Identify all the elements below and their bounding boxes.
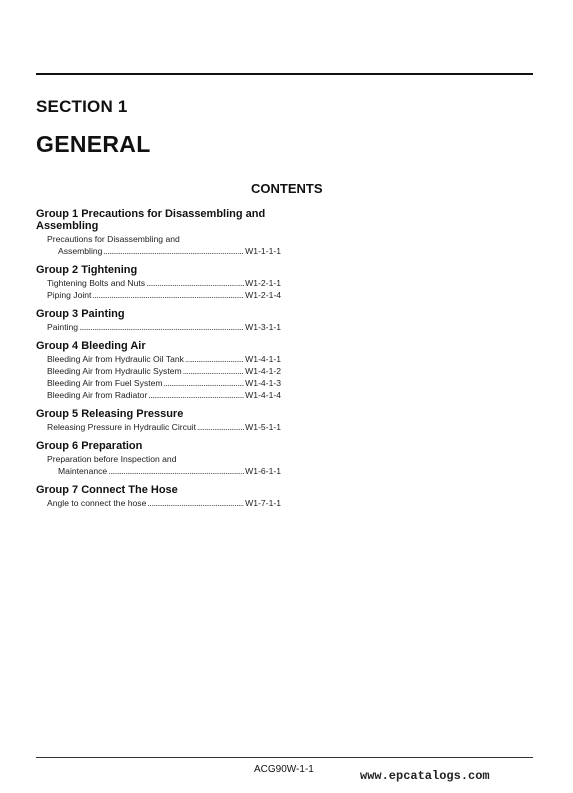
toc-entry-page: W1-6-1-1: [245, 466, 281, 476]
toc-entry-title: Angle to connect the hose: [47, 498, 147, 508]
toc-group-title: Group 5 Releasing Pressure: [36, 408, 184, 420]
toc-entry-page: W1-7-1-1: [245, 498, 281, 508]
toc-entry-page: W1-4-1-4: [245, 390, 281, 400]
toc-entry: [36, 365, 281, 377]
section-title: GENERAL: [36, 131, 151, 157]
toc-entry-page: W1-4-1-1: [245, 354, 281, 364]
dot-leader: [164, 377, 245, 389]
toc-entry: [36, 289, 281, 301]
toc-entry-title: Bleeding Air from Hydraulic System: [47, 366, 182, 376]
footer-page-code: ACG90W-1-1: [254, 764, 314, 775]
toc-entry: [36, 321, 281, 333]
toc-group: [36, 264, 281, 301]
toc-group-title: Group 7 Connect The Hose: [36, 484, 178, 496]
toc-entry-title: Bleeding Air from Fuel System: [47, 378, 163, 388]
toc-entry: [36, 421, 281, 433]
toc-entry-page: W1-4-1-3: [245, 378, 281, 388]
toc-group-title: Group 6 Preparation: [36, 440, 143, 452]
toc-entry-page: W1-2-1-1: [245, 278, 281, 288]
dot-leader: [103, 245, 244, 257]
dot-leader: [108, 465, 244, 477]
dot-leader: [147, 497, 244, 509]
toc-entry-title: Painting: [47, 322, 79, 332]
toc-group-title: Group 3 Painting: [36, 308, 125, 320]
toc-entry: [36, 377, 281, 389]
bottom-rule: [36, 757, 533, 758]
toc-group: [36, 208, 281, 257]
toc-group: [36, 308, 281, 333]
dot-leader: [183, 365, 244, 377]
toc-group-title: Group 1 Precautions for Disassembling and Assembling: [36, 208, 266, 232]
toc-entry-page: W1-4-1-2: [245, 366, 281, 376]
toc-group-title: Group 4 Bleeding Air: [36, 340, 146, 352]
toc-entry: [36, 245, 281, 257]
toc-entry-page: W1-1-1-1: [245, 246, 281, 256]
dot-leader: [79, 321, 244, 333]
toc-entry-title: Maintenance: [58, 466, 108, 476]
toc-entry: [36, 497, 281, 509]
top-rule: [36, 73, 533, 75]
toc-group: [36, 340, 281, 401]
table-of-contents: [36, 208, 281, 516]
dot-leader: [92, 289, 244, 301]
toc-entry-title: Tightening Bolts and Nuts: [47, 278, 146, 288]
toc-entry-title: Releasing Pressure in Hydraulic Circuit: [47, 422, 197, 432]
toc-entry-first-line: Precautions for Disassembling and: [47, 234, 180, 244]
toc-group-title: Group 2 Tightening: [36, 264, 138, 276]
toc-entry-page: W1-2-1-4: [245, 290, 281, 300]
toc-entry-title: Assembling: [58, 246, 103, 256]
toc-group: [36, 440, 281, 477]
toc-entry-title: Bleeding Air from Radiator: [47, 390, 148, 400]
contents-heading: CONTENTS: [251, 181, 323, 196]
toc-entry-title: Bleeding Air from Hydraulic Oil Tank: [47, 354, 184, 364]
toc-entry: [36, 353, 281, 365]
toc-entry: [36, 277, 281, 289]
toc-entry-page: W1-5-1-1: [245, 422, 281, 432]
toc-entry-title: Piping Joint: [47, 290, 92, 300]
dot-leader: [185, 353, 244, 365]
toc-entry-page: W1-3-1-1: [245, 322, 281, 332]
toc-entry: [36, 465, 281, 477]
dot-leader: [146, 277, 244, 289]
toc-group: [36, 408, 281, 433]
dot-leader: [197, 421, 244, 433]
toc-group: [36, 484, 281, 509]
section-label: SECTION 1: [36, 97, 128, 116]
toc-entry: [36, 389, 281, 401]
dot-leader: [148, 389, 244, 401]
toc-entry-first-line: Preparation before Inspection and: [47, 454, 177, 464]
watermark-url: www.epcatalogs.com: [360, 769, 490, 783]
